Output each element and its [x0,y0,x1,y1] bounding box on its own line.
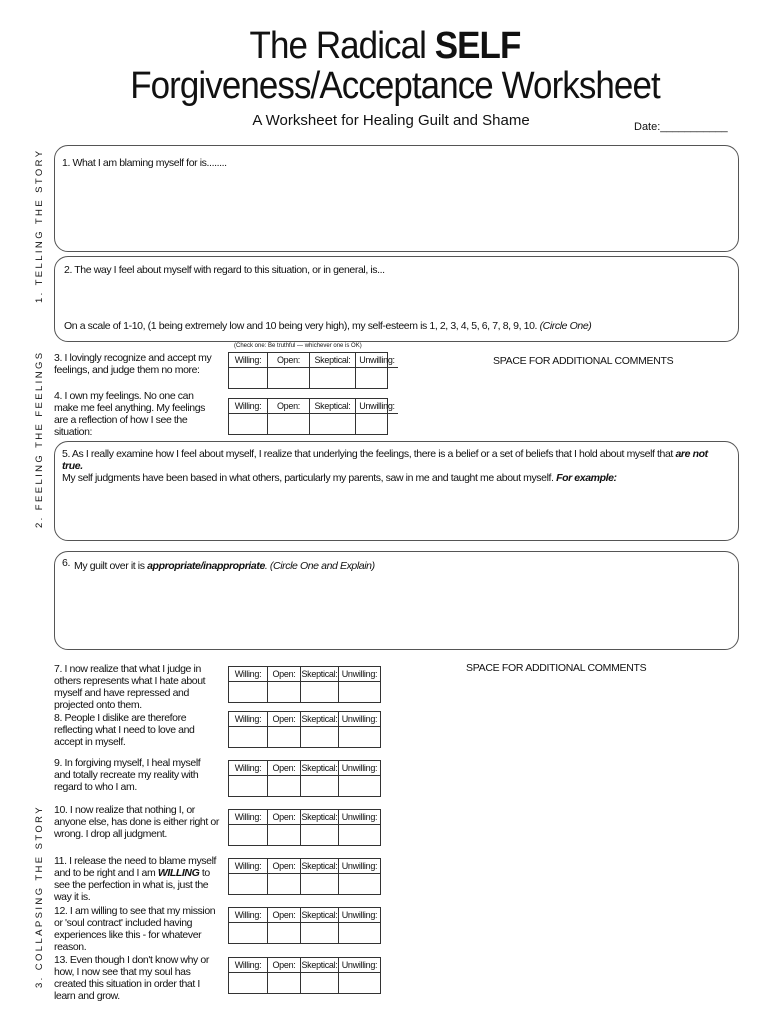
question-5 [62,448,722,484]
open-option[interactable]: Open: [268,810,301,825]
skeptical-option[interactable]: Skeptical: [301,859,339,874]
willing-checkbox[interactable] [229,368,268,388]
open-checkbox[interactable] [268,414,310,434]
unwilling-option[interactable]: Unwilling: [339,958,380,973]
willing-option[interactable]: Willing: [229,667,268,682]
unwilling-option[interactable]: Unwilling: [339,667,380,682]
scale-grid-11[interactable] [228,858,381,895]
skeptical-option[interactable]: Skeptical: [301,958,339,973]
q11-a: 11. I release the need to blame myself and to be right and I am [54,855,217,879]
additional-comments-label-2: SPACE FOR ADDITIONAL COMMENTS [466,662,647,674]
q6-bold: appropriate/inappropriate [147,560,265,572]
willing-checkbox[interactable] [229,682,268,702]
open-option[interactable]: Open: [268,399,310,414]
q5-not-true: are not true. [62,448,708,472]
skeptical-checkbox[interactable] [301,825,339,845]
question-3: 3. I lovingly recognize and accept my feelings, and judge them no more: [54,352,212,376]
skeptical-option[interactable]: Skeptical: [301,667,339,682]
scale-grid-8[interactable] [228,711,381,748]
willing-checkbox[interactable] [229,923,268,943]
scale-grid-13[interactable] [228,957,381,994]
question-4: 4. I own my feelings. No one can make me feel anything. My feelings are a reflection of how I see the situation: [54,390,205,438]
question-1: 1. What I am blaming myself for is........ [62,157,227,169]
worksheet-title-line2: Forgiveness/Acceptance Worksheet [130,65,660,107]
unwilling-checkbox[interactable] [339,973,380,993]
open-option[interactable]: Open: [268,712,301,727]
section-label-telling: 1. TELLING THE STORY [34,148,45,303]
open-checkbox[interactable] [268,825,301,845]
skeptical-checkbox[interactable] [301,776,339,796]
unwilling-option[interactable]: Unwilling: [339,908,380,923]
q5-line2: My self judgments have been based in what others, particularly my parents, saw in me and taught me about myself. [62,472,557,484]
unwilling-option[interactable]: Unwilling: [339,712,380,727]
unwilling-checkbox[interactable] [339,874,380,894]
unwilling-checkbox[interactable] [356,368,398,388]
scale-grid-7[interactable] [228,666,381,703]
unwilling-checkbox[interactable] [339,825,380,845]
skeptical-checkbox[interactable] [301,973,339,993]
unwilling-checkbox[interactable] [339,682,380,702]
skeptical-option[interactable]: Skeptical: [301,761,339,776]
skeptical-checkbox[interactable] [310,368,356,388]
question-12: 12. I am willing to see that my mission or 'soul contract' included having experiences like this - for whatever reason. [54,905,216,953]
q5-line1: 5. As I really examine how I feel about myself, I realize that underlying the feelings, there is a belief or a set of beliefs that I hold about myself that [62,448,676,460]
question-8: 8. People I dislike are therefore reflecting what I need to love and accept in myself. [54,712,195,748]
q6-end: . (Circle One and Explain) [264,560,375,572]
open-checkbox[interactable] [268,368,310,388]
open-option[interactable]: Open: [268,859,301,874]
open-checkbox[interactable] [268,874,301,894]
open-checkbox[interactable] [268,727,301,747]
unwilling-option[interactable]: Unwilling: [339,761,380,776]
self-esteem-scale [64,320,591,332]
willing-checkbox[interactable] [229,825,268,845]
skeptical-option[interactable]: Skeptical: [301,712,339,727]
unwilling-option[interactable]: Unwilling: [339,859,380,874]
worksheet-title-line1 [31,24,739,68]
scale-grid-10[interactable] [228,809,381,846]
open-checkbox[interactable] [268,973,301,993]
skeptical-option[interactable]: Skeptical: [310,399,356,414]
willing-option[interactable]: Willing: [229,399,268,414]
willing-checkbox[interactable] [229,776,268,796]
skeptical-checkbox[interactable] [301,874,339,894]
scale-grid-4[interactable] [228,398,395,435]
willing-option[interactable]: Willing: [229,353,268,368]
open-option[interactable]: Open: [268,908,301,923]
open-option[interactable]: Open: [268,761,301,776]
question-13: 13. Even though I don't know why or how, I now see that my soul has created this situation in order that I learn and grow. [54,954,209,1002]
section-label-feeling: 2. FEELING THE FEELINGS [34,350,45,528]
open-checkbox[interactable] [268,923,301,943]
title-bold: SELF [434,25,521,67]
skeptical-option[interactable]: Skeptical: [301,810,339,825]
q6-text: My guilt over it is [74,560,148,572]
unwilling-checkbox[interactable] [339,727,380,747]
open-option[interactable]: Open: [268,958,301,973]
skeptical-option[interactable]: Skeptical: [301,908,339,923]
skeptical-checkbox[interactable] [301,727,339,747]
scale-grid-3[interactable] [228,352,395,389]
willing-option[interactable]: Willing: [229,810,268,825]
willing-option[interactable]: Willing: [229,761,268,776]
unwilling-checkbox[interactable] [356,414,398,434]
q11-willing: WILLING [157,867,200,879]
open-checkbox[interactable] [268,682,301,702]
willing-checkbox[interactable] [229,874,268,894]
willing-option[interactable]: Willing: [229,859,268,874]
additional-comments-label-1: SPACE FOR ADDITIONAL COMMENTS [493,355,674,367]
question-9: 9. In forgiving myself, I heal myself and totally recreate my reality with regard to who I am. [54,757,201,793]
unwilling-checkbox[interactable] [339,776,380,796]
title-prefix: The Radical [249,25,435,67]
willing-checkbox[interactable] [229,414,268,434]
open-option[interactable]: Open: [268,353,310,368]
skeptical-checkbox[interactable] [310,414,356,434]
willing-checkbox[interactable] [229,727,268,747]
willing-checkbox[interactable] [229,973,268,993]
unwilling-option[interactable]: Unwilling: [356,353,398,368]
skeptical-checkbox[interactable] [301,923,339,943]
question-7: 7. I now realize that what I judge in others represents what I hate about myself and have repressed and projected onto them. [54,663,206,711]
unwilling-checkbox[interactable] [339,923,380,943]
question-11 [54,855,219,903]
date-field[interactable]: Date:___________ [634,121,728,133]
open-option[interactable]: Open: [268,667,301,682]
question-10: 10. I now realize that nothing I, or anyone else, has done is either right or wrong. I drop all judgment. [54,804,219,840]
worksheet-subtitle: A Worksheet for Healing Guilt and Shame [252,112,530,129]
q5-example: For example: [556,472,617,484]
self-esteem-scale-text: On a scale of 1-10, (1 being extremely low and 10 being very high), my self-esteem is 1, 2, 3, 4, 5, 6, 7, 8, 9, 10. [64,320,538,332]
section-label-collapsing: 3. COLLAPSING THE STORY [34,805,45,988]
willing-option[interactable]: Willing: [229,908,268,923]
scale-grid-9[interactable] [228,760,381,797]
check-one-note: (Check one: Be truthful — whichever one is OK) [234,343,362,349]
unwilling-option[interactable]: Unwilling: [339,810,380,825]
open-checkbox[interactable] [268,776,301,796]
unwilling-option[interactable]: Unwilling: [356,399,398,414]
scale-grid-12[interactable] [228,907,381,944]
willing-option[interactable]: Willing: [229,712,268,727]
question-6-number: 6. [62,557,70,569]
skeptical-checkbox[interactable] [301,682,339,702]
willing-option[interactable]: Willing: [229,958,268,973]
question-6 [74,560,375,572]
circle-one-note: (Circle One) [539,320,592,332]
skeptical-option[interactable]: Skeptical: [310,353,356,368]
q11-b: to see the perfection in what is, just the way it is. [54,867,210,903]
question-2: 2. The way I feel about myself with regard to this situation, or in general, is... [64,264,385,276]
